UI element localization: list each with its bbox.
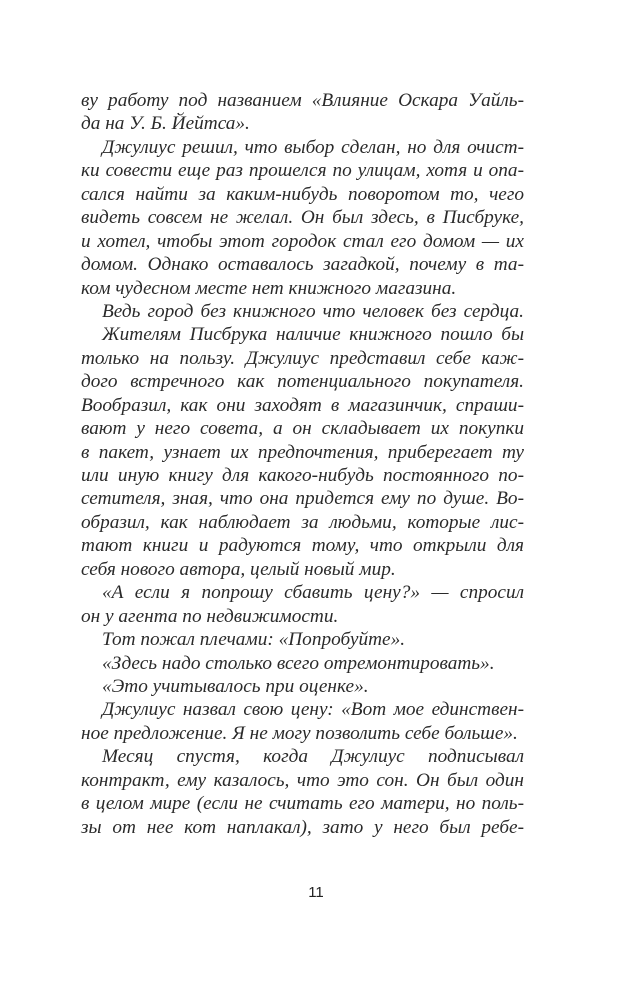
page-number: 11: [308, 884, 324, 901]
text-line: ву работу под названием «Влияние Оскара Уайль-: [81, 90, 524, 111]
text-line: ком чудесном месте нет книжного магазина.: [81, 277, 457, 299]
text-line: или иную книгу для какого-нибудь постоянного по-: [81, 465, 524, 486]
text-line: «Здесь надо столько всего отремонтировать».: [102, 652, 495, 674]
text-line: себя нового автора, целый новый мир.: [81, 558, 396, 580]
text-line: он у агента по недвижимости.: [81, 605, 339, 627]
text-line: да на У. Б. Йейтса».: [81, 113, 250, 135]
text-line: дого встречного как потенциального покупателя.: [81, 371, 524, 393]
text-line: Тот пожал плечами: «Попробуйте».: [102, 629, 406, 651]
text-line: зы от нее кот наплакал), зато у него был ребе-: [81, 816, 524, 838]
text-line: Жителям Писбрука наличие книжного пошло бы: [102, 324, 524, 346]
text-line: Вообразил, как они заходят в магазинчик, спраши-: [81, 394, 524, 416]
text-line: в целом мире (если не считать его матери, но поль-: [81, 793, 524, 815]
text-line: образил, как наблюдает за людьми, которые лис-: [81, 511, 524, 533]
body-text: [81, 89, 524, 839]
text-line: тают книги и радуются тому, что открыли для: [81, 535, 524, 557]
text-line: только на пользу. Джулиус представил себе каж-: [81, 347, 524, 369]
text-line: ное предложение. Я не могу позволить себе больше».: [81, 722, 518, 744]
text-line: вают у него совета, а он складывает их покупки: [81, 418, 524, 440]
text-line: «Это учитывалось при оценке».: [102, 675, 369, 697]
text-line: видеть совсем не желал. Он был здесь, в Писбруке,: [81, 207, 524, 229]
text-line: Джулиус решил, что выбор сделан, но для очист-: [102, 136, 524, 158]
text-line: сался найти за каким-нибудь поворотом то, чего: [81, 183, 524, 205]
text-line: «А если я попрошу сбавить цену?» — спросил: [102, 582, 524, 604]
text-line: Джулиус назвал свою цену: «Вот мое единствен-: [102, 699, 524, 721]
text-line: Ведь город без книжного что человек без сердца.: [102, 300, 524, 322]
text-line: домом. Однако оставалось загадкой, почему в та-: [81, 254, 524, 276]
text-line: и хотел, чтобы этот городок стал его домом — их: [81, 230, 524, 252]
text-line: сетителя, зная, что она придется ему по душе. Во-: [81, 488, 524, 510]
text-line: Месяц спустя, когда Джулиус подписывал: [102, 746, 524, 768]
text-line: в пакет, узнает их предпочтения, приберегает ту: [81, 441, 524, 463]
text-line: ки совести еще раз прошелся по улицам, хотя и опа-: [81, 160, 524, 182]
text-line: контракт, ему казалось, что это сон. Он был один: [81, 769, 524, 791]
